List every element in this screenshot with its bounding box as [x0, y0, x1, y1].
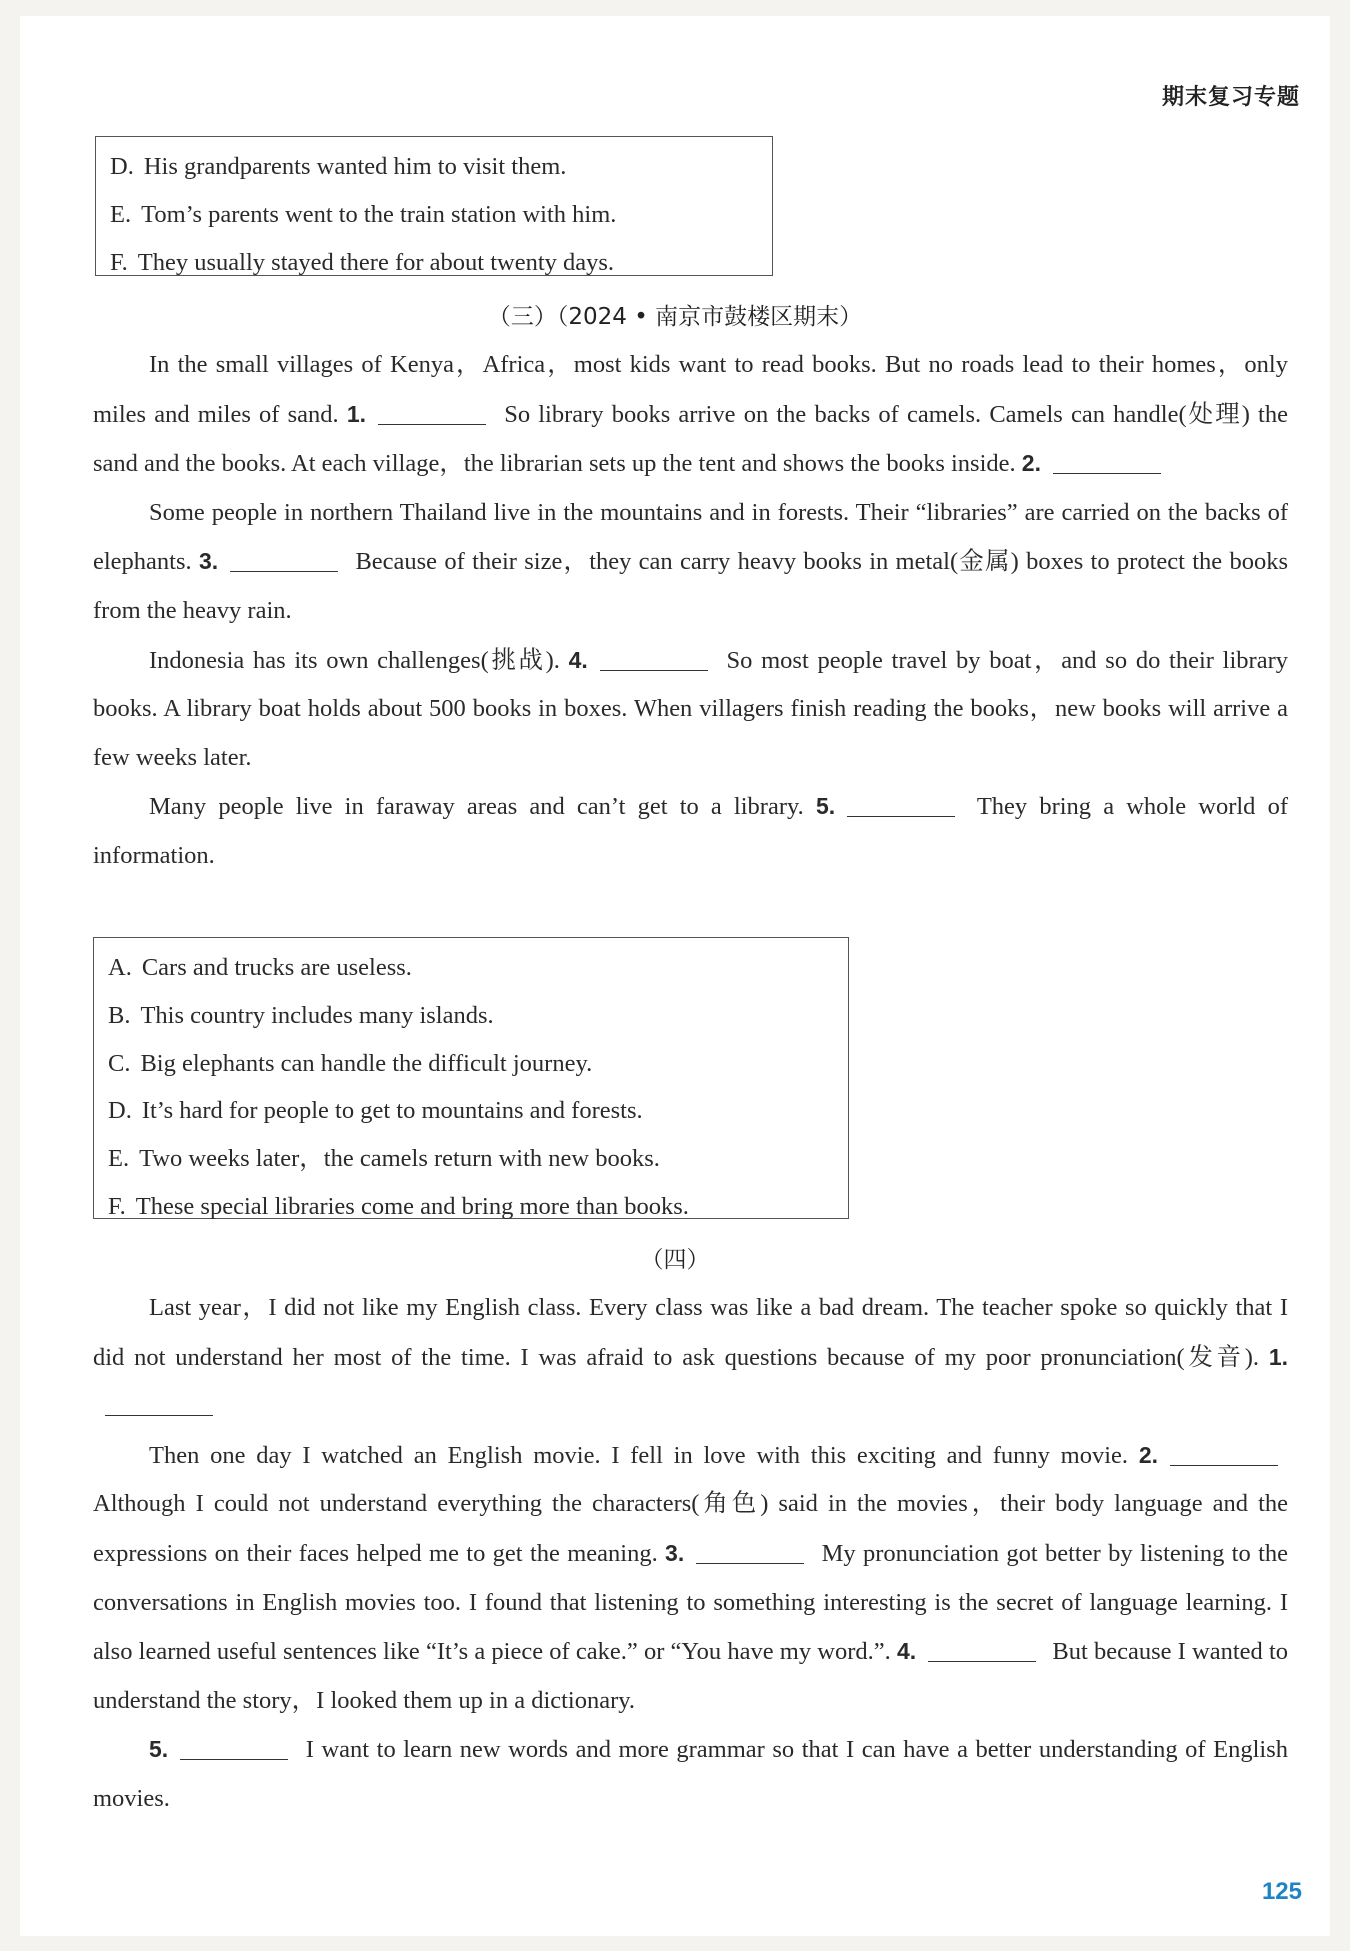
blank-number: 1.: [346, 400, 367, 427]
paragraph: [93, 1284, 1288, 1431]
answer-blank[interactable]: [600, 669, 708, 671]
answer-blank[interactable]: [230, 570, 338, 572]
paragraph: [93, 1725, 1288, 1823]
paragraph: [93, 1431, 1288, 1726]
blank-number: 5.: [149, 1736, 169, 1763]
option-f: [110, 239, 760, 287]
passage-text: I want to learn new words and more grammar so that I can have a better understanding of English movies.: [93, 1736, 1289, 1812]
page-header-title: 期末复习专题: [1161, 85, 1300, 110]
answer-blank[interactable]: [1053, 472, 1161, 474]
blank-number: 4.: [896, 1638, 917, 1665]
answer-blank[interactable]: [378, 423, 486, 425]
option-label: E.: [110, 200, 132, 228]
option-label: F.: [110, 248, 128, 276]
option-label: D.: [110, 153, 134, 180]
section-3-passage: [93, 341, 1288, 881]
passage-text: Then one day I watched an English movie. I fell in love with this exciting and funny movie.: [149, 1441, 1129, 1469]
section-4-passage: [93, 1284, 1288, 1824]
option-c: [108, 1040, 836, 1088]
paragraph: [93, 341, 1288, 489]
passage-text: Indonesia has its own challenges(挑战).: [149, 646, 560, 674]
passage-text: Many people live in faraway areas and can’t get to a library.: [149, 793, 804, 821]
option-f: [108, 1183, 836, 1231]
paragraph: [93, 782, 1288, 880]
blank-number: 3.: [198, 548, 219, 575]
option-text: They usually stayed there for about twenty days.: [137, 248, 615, 276]
passage-text: They bring a whole world of information.: [93, 793, 1288, 869]
passage-text: Last year，I did not like my English class. Every class was like a bad dream. The teacher spoke so quickly that I did not understand her most of the time. I was afraid to ask questions because of my poor pronunciation(发音).: [93, 1294, 1288, 1371]
option-text: It’s hard for people to get to mountains and forests.: [141, 1097, 643, 1125]
option-text: Big elephants can handle the difficult journey.: [140, 1049, 593, 1077]
answer-blank[interactable]: [105, 1414, 213, 1416]
option-b: [108, 992, 836, 1040]
blank-number: 2.: [1138, 1441, 1158, 1468]
passage-text: Because of their size，they can carry heavy books in metal(金属) boxes to protect the books from the heavy rain.: [93, 548, 1288, 624]
section-4-title: （四）: [640, 1247, 710, 1273]
passage-text: Some people in northern Thailand live in the mountains and in forests. Their “libraries” are carried on the backs of elephants.: [93, 498, 1288, 576]
passage-text: But because I wanted to understand the story，I looked them up in a dictionary.: [93, 1638, 1289, 1714]
answer-blank[interactable]: [928, 1660, 1036, 1662]
section-3-title: （三）（2024 • 南京市鼓楼区期末）: [487, 304, 863, 330]
page-number: 125: [1261, 1878, 1302, 1905]
passage-text: In the small villages of Kenya，Africa，most kids want to read books. But no roads lead to their homes，only miles and miles of sand.: [93, 351, 1288, 428]
option-label: F.: [108, 1192, 126, 1220]
option-label: C.: [108, 1049, 131, 1077]
paragraph: [93, 489, 1288, 636]
option-e: [108, 1135, 836, 1183]
blank-number: 5.: [815, 793, 836, 820]
paragraph: [93, 636, 1288, 783]
option-text: Two weeks later，the camels return with new books.: [139, 1145, 660, 1173]
option-a: [108, 944, 836, 992]
options-box-section-3: [93, 937, 849, 1219]
blank-number: 4.: [568, 646, 588, 673]
option-text: His grandparents wanted him to visit them.: [143, 153, 567, 180]
answer-blank[interactable]: [847, 815, 955, 817]
answer-blank[interactable]: [180, 1758, 288, 1760]
option-label: B.: [108, 1001, 131, 1029]
option-label: A.: [108, 954, 132, 981]
option-d: [110, 143, 760, 191]
passage-text: So most people travel by boat，and so do their library books. A library boat holds about 500 books in boxes. When villagers finish reading the books，new books will arrive a few weeks later.: [93, 646, 1288, 771]
option-text: This country includes many islands.: [140, 1001, 494, 1029]
passage-text: So library books arrive on the backs of camels. Camels can handle(处理) the sand and the books. At each village，the librarian sets up the tent and shows the books inside.: [93, 400, 1288, 478]
option-text: These special libraries come and bring more than books.: [135, 1192, 689, 1220]
option-label: E.: [108, 1145, 130, 1173]
options-box-top: [95, 136, 773, 276]
passage-text: My pronunciation got better by listening to the conversations in English movies too. I found that listening to something interesting is the secret of language learning. I also learned useful sentences like “It’s a piece of cake.” or “You have my word.”.: [93, 1539, 1288, 1666]
option-label: D.: [108, 1097, 132, 1125]
option-text: Cars and trucks are useless.: [141, 954, 412, 981]
blank-number: 1.: [1268, 1343, 1288, 1370]
passage-text: Although I could not understand everything the characters(角色) said in the movies，their body language and the expressions on their faces helped me to get the meaning.: [93, 1490, 1288, 1567]
option-e: [110, 191, 760, 239]
option-text: Tom’s parents went to the train station with him.: [141, 200, 617, 228]
answer-blank[interactable]: [696, 1562, 804, 1564]
blank-number: 3.: [665, 1539, 685, 1566]
blank-number: 2.: [1021, 450, 1041, 477]
answer-blank[interactable]: [1170, 1464, 1278, 1466]
option-d: [108, 1087, 836, 1135]
